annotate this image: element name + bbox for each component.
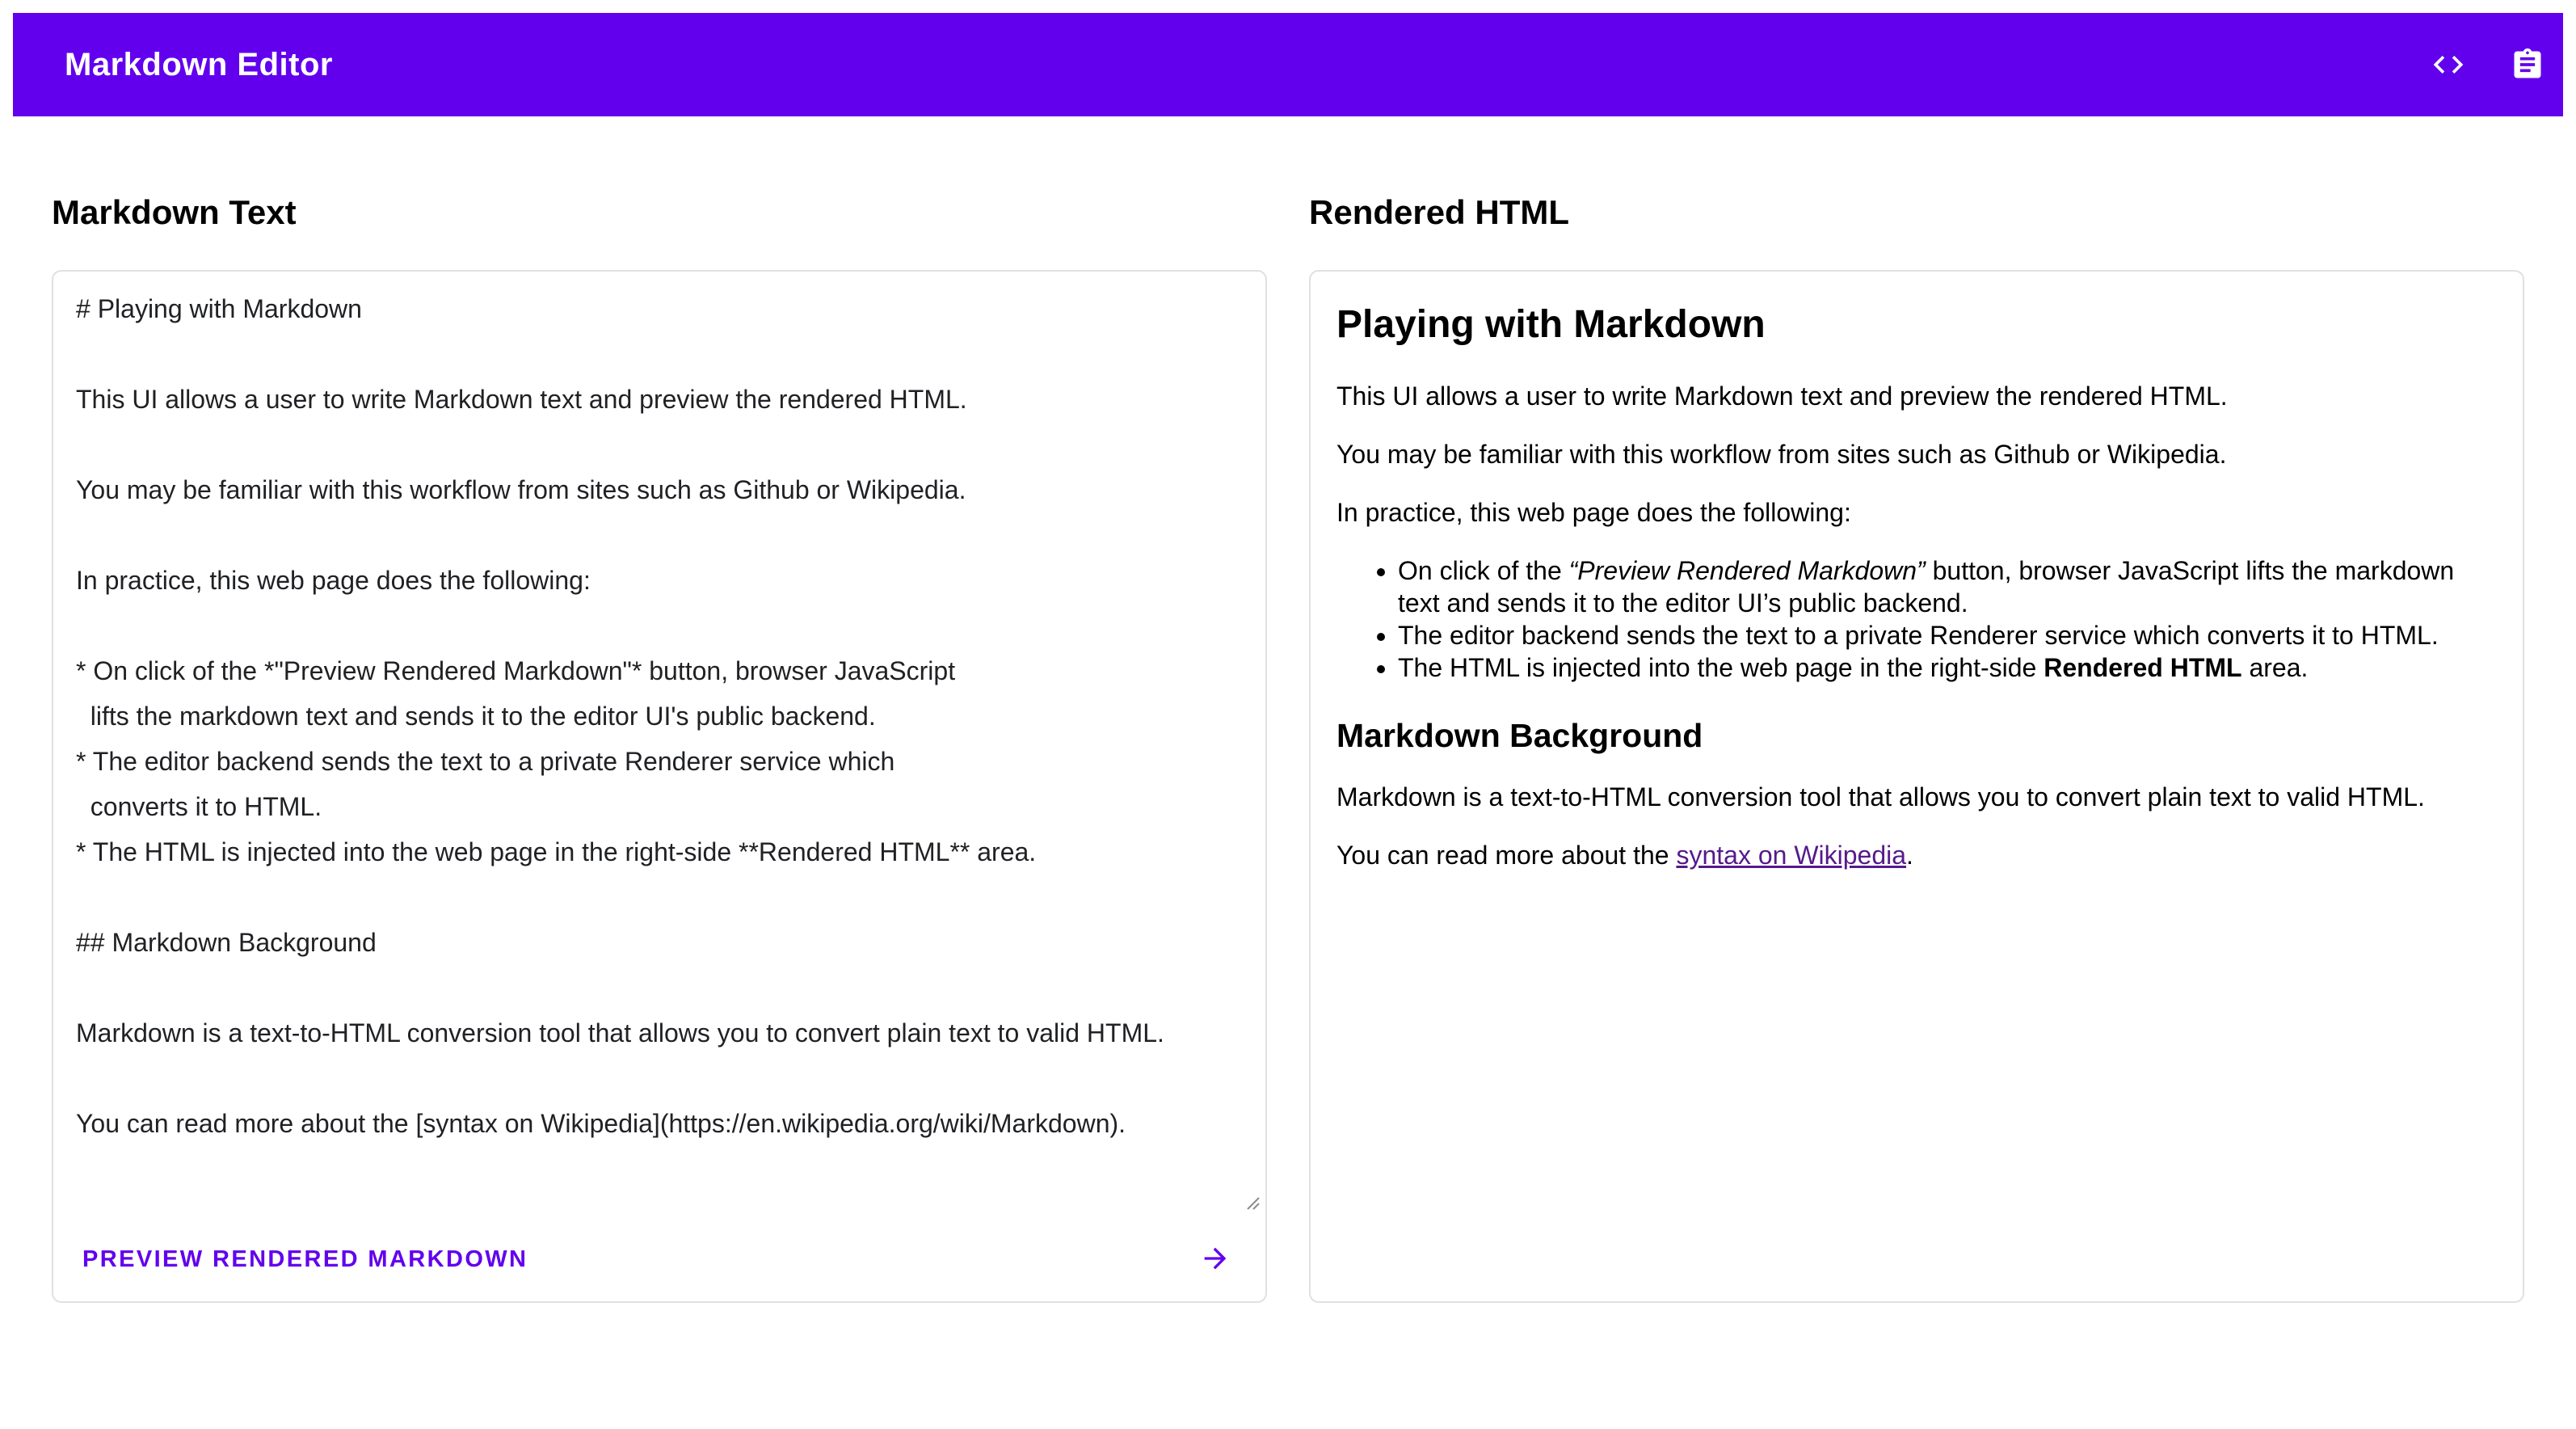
link-sentence-text: You can read more about the (1336, 841, 1677, 870)
list-item-text: The editor backend sends the text to a private Renderer service which converts it to HTML. (1398, 621, 2439, 650)
rendered-h2: Markdown Background (1336, 717, 1703, 754)
submit-arrow-button[interactable] (1199, 1242, 1231, 1277)
editor-card (52, 270, 1267, 1303)
rendered-paragraph: In practice, this web page does the following: (1336, 498, 1851, 527)
editor-area (53, 272, 1265, 1217)
list-item-text: On click of the (1398, 556, 1569, 585)
main-content (13, 116, 2563, 1303)
arrow-forward-icon (1199, 1242, 1231, 1277)
app-bar (13, 13, 2563, 116)
editor-card-actions (53, 1217, 1265, 1301)
list-item (1398, 651, 2497, 684)
rendered-paragraph: You may be familiar with this workflow from sites such as Github or Wikipedia. (1336, 440, 2227, 469)
editor-column (52, 116, 1267, 1303)
rendered-list (1336, 554, 2497, 684)
markdown-input[interactable] (53, 272, 1265, 1217)
preview-rendered-markdown-button[interactable]: PREVIEW RENDERED MARKDOWN (82, 1246, 528, 1272)
rendered-paragraph: Markdown is a text-to-HTML conversion tool that allows you to convert plain text to valid HTML. (1336, 782, 2425, 811)
app-title: Markdown Editor (65, 46, 333, 82)
editor-heading: Markdown Text (52, 193, 297, 231)
code-icon (2431, 47, 2466, 82)
rendered-html-card (1309, 270, 2524, 1303)
rendered-paragraph: This UI allows a user to write Markdown text and preview the rendered HTML. (1336, 381, 2228, 411)
rendered-h1: Playing with Markdown (1336, 303, 1766, 346)
list-item-emphasis: “Preview Rendered Markdown” (1568, 556, 1926, 585)
list-item-text: area. (2241, 653, 2309, 682)
clipboard-icon-button[interactable] (2510, 47, 2545, 82)
link-sentence-text: . (1906, 841, 1913, 870)
rendered-paragraph (1336, 839, 2497, 871)
app-bar-actions (2431, 47, 2545, 82)
assignment-clipboard-icon (2510, 47, 2545, 82)
list-item-strong: Rendered HTML (2044, 653, 2242, 682)
syntax-on-wikipedia-link[interactable]: syntax on Wikipedia (1676, 841, 1907, 870)
list-item (1398, 619, 2497, 651)
preview-column (1309, 116, 2524, 1303)
list-item-text: button, browser JavaScript lifts the markdown text and sends it to the editor UI’s public backend. (1398, 556, 2455, 618)
code-icon-button[interactable] (2431, 47, 2466, 82)
list-item (1398, 554, 2497, 619)
textarea-resize-handle[interactable] (1245, 1195, 1261, 1216)
list-item-text: The HTML is injected into the web page in the right-side (1398, 653, 2044, 682)
preview-heading: Rendered HTML (1309, 193, 1570, 231)
